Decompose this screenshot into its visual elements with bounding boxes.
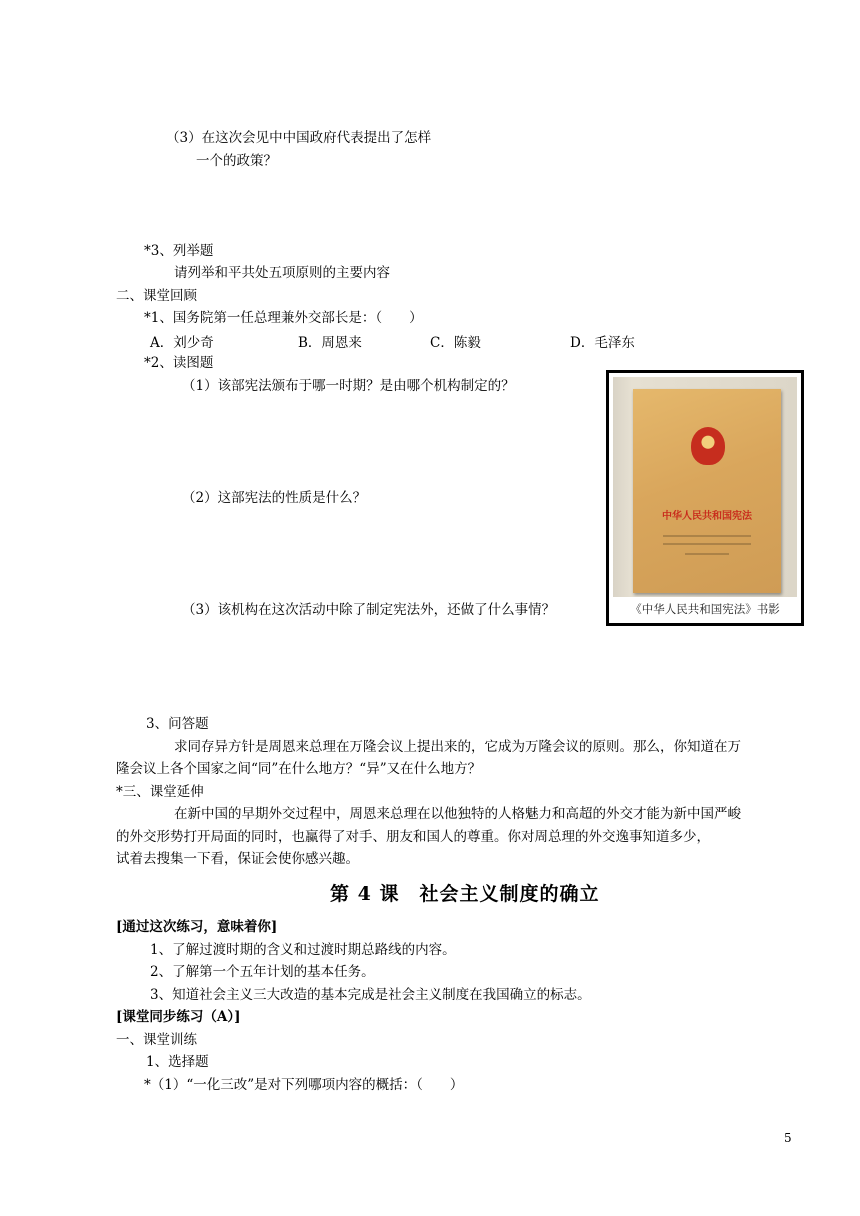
practice-question-1-1: *（1）“一化三改”是对下列哪项内容的概括：（ ） <box>144 1077 464 1093</box>
review-question-3-para-2: 隆会议上各个国家之间“同”在什么地方？“异”又在什么地方？ <box>116 761 482 777</box>
choice-row <box>150 331 670 349</box>
goal-item-2: 2、了解第一个五年计划的基本任务。 <box>150 964 375 980</box>
extension-para-2: 的外交形势打开局面的同时，也赢得了对手、朋友和国人的尊重。你对周总理的外交逸事知道多少， <box>116 829 710 845</box>
review-question-2-1: （1）该部宪法颁布于哪一时期？是由哪个机构制定的？ <box>182 378 515 394</box>
book-cover-line <box>685 553 729 555</box>
review-question-2: *2、读图题 <box>144 355 214 371</box>
lesson-title: 第 4 课 社会主义制度的确立 <box>330 883 600 905</box>
book-cover-line <box>663 535 751 537</box>
section-extension-heading: *三、课堂延伸 <box>116 784 204 800</box>
constitution-photo <box>613 377 797 597</box>
review-question-3: 3、问答题 <box>146 716 209 732</box>
review-question-2-3: （3）该机构在这次活动中除了制定宪法外，还做了什么事情？ <box>182 602 556 618</box>
national-emblem-icon <box>691 427 725 465</box>
review-question-3-para-1: 求同存异方针是周恩来总理在万隆会议上提出来的，它成为万隆会议的原则。那么，你知道在万 <box>174 739 741 755</box>
book-cover-title: 中华人民共和国宪法 <box>662 511 752 522</box>
question-3-3-line1: （3）在这次会见中中国政府代表提出了怎样 <box>166 130 432 146</box>
goal-item-3: 3、知道社会主义三大改造的基本完成是社会主义制度在我国确立的标志。 <box>150 987 591 1003</box>
choice-a: A．刘少奇 <box>150 335 214 351</box>
practice-heading: [课堂同步练习（A）] <box>116 1009 241 1025</box>
figure-caption: 《中华人民共和国宪法》书影 <box>630 602 780 616</box>
practice-question-1: 1、选择题 <box>146 1054 209 1070</box>
choice-c: C．陈毅 <box>430 335 481 351</box>
page-number: 5 <box>784 1131 792 1145</box>
choice-d: D．毛泽东 <box>570 335 635 351</box>
extension-para-1: 在新中国的早期外交过程中，周恩来总理在以他独特的人格魅力和高超的外交才能为新中国严峻 <box>174 806 741 822</box>
practice-section-1: 一、课堂训练 <box>116 1032 197 1048</box>
book-cover-line <box>663 543 751 545</box>
section-review-heading: 二、课堂回顾 <box>116 288 197 304</box>
listing-question-body: 请列举和平共处五项原则的主要内容 <box>174 265 390 281</box>
goal-item-1: 1、了解过渡时期的含义和过渡时期总路线的内容。 <box>150 942 456 958</box>
choice-b: B．周恩来 <box>298 335 362 351</box>
review-question-2-2: （2）这部宪法的性质是什么？ <box>182 490 367 506</box>
question-3-3-line2: 一个的政策？ <box>196 153 277 169</box>
extension-para-3: 试着去搜集一下看，保证会使你感兴趣。 <box>116 851 359 867</box>
listing-question-heading: *3、列举题 <box>144 243 214 259</box>
review-question-1: *1、国务院第一任总理兼外交部长是：（ ） <box>144 310 423 326</box>
constitution-book-cover <box>633 389 781 593</box>
constitution-figure <box>606 370 804 626</box>
goals-heading: [通过这次练习，意味着你] <box>116 919 278 935</box>
